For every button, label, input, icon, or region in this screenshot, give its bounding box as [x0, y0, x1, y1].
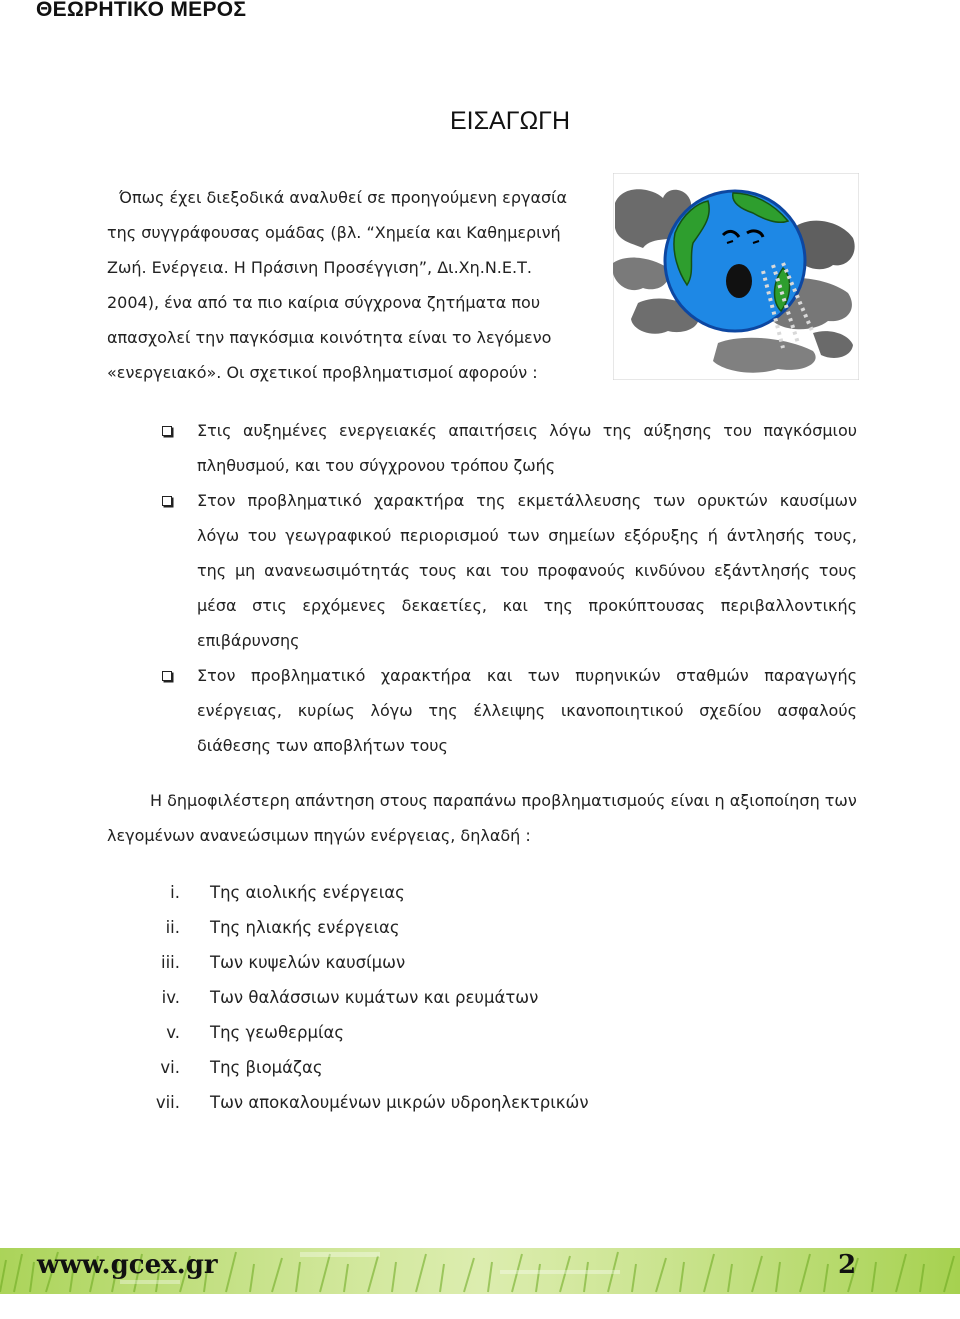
bullet-line: λόγω του γεωγραφικού περιορισμού των σημείων εξόρυξης ή άντλησής τους, — [197, 526, 857, 545]
renewable-sources-list — [140, 875, 589, 1120]
section-header: ΘΕΩΡΗΤΙΚΟ ΜΕΡΟΣ — [36, 0, 247, 21]
bullet-line: μέσα στις ερχόμενες δεκαετίες, και της προκύπτουσας περιβαλλοντικής — [197, 596, 857, 615]
bullet-line: της μη ανανεωσιμότητάς τους και του προφανούς κινδύνου εξάντλησής τους — [197, 561, 857, 580]
list-item — [162, 658, 857, 763]
intro-line: Όπως έχει διεξοδικά αναλυθεί σε προηγούμενη εργασία — [119, 188, 568, 207]
list-text: Της γεωθερμίας — [210, 1023, 345, 1042]
list-number: v. — [166, 1023, 180, 1042]
list-number: vi. — [160, 1058, 180, 1077]
paragraph-line: Η δημοφιλέστερη απάντηση στους παραπάνω προβληματισμούς είναι η αξιοποίηση των — [150, 791, 857, 810]
list-item — [140, 1015, 589, 1050]
intro-line: απασχολεί την παγκόσμια κοινότητα είναι το λεγόμενο — [107, 328, 552, 347]
list-item — [162, 413, 857, 483]
checkbox-bullet-icon — [162, 496, 172, 506]
checkbox-bullet-icon — [162, 426, 172, 436]
list-number: ii. — [165, 918, 180, 937]
list-number: iii. — [161, 953, 180, 972]
bullet-line: Στον προβληματικό χαρακτήρα της εκμετάλλευσης των ορυκτών καυσίμων — [197, 491, 857, 510]
list-number: iv. — [161, 988, 180, 1007]
checkbox-bullet-icon — [162, 671, 172, 681]
intro-line: «ενεργειακό». Οι σχετικοί προβληματισμοί αφορούν : — [107, 363, 538, 382]
footer-website-link[interactable]: www.gcex.gr — [37, 1250, 218, 1280]
list-item — [140, 1085, 589, 1120]
paragraph-line: λεγομένων ανανεώσιμων πηγών ενέργειας, δηλαδή : — [107, 826, 531, 845]
list-item — [140, 910, 589, 945]
concerns-list — [162, 413, 857, 763]
crying-earth-globe-icon — [613, 173, 859, 380]
list-item — [140, 945, 589, 980]
list-text: Της αιολικής ενέργειας — [210, 883, 405, 902]
bullet-line: επιβάρυνσης — [197, 631, 300, 650]
list-number: i. — [170, 883, 180, 902]
intro-line: 2004), ένα από τα πιο καίρια σύγχρονα ζητήματα που — [107, 293, 541, 312]
bullet-line: πληθυσμού, και του σύγχρονου τρόπου ζωής — [197, 456, 556, 475]
list-item — [140, 1050, 589, 1085]
intro-paragraph — [107, 180, 597, 390]
bullet-line: Στον προβληματικό χαρακτήρα και των πυρηνικών σταθμών παραγωγής — [197, 666, 857, 685]
bullet-line: διάθεσης των αποβλήτων τους — [197, 736, 448, 755]
intro-line: της συγγράφουσας ομάδας (βλ. “Χημεία και Καθημερινή — [107, 223, 561, 242]
list-text: Των θαλάσσιων κυμάτων και ρευμάτων — [210, 988, 539, 1007]
list-item — [140, 980, 589, 1015]
answer-paragraph — [107, 783, 857, 853]
bullet-line: ενέργειας, κυρίως λόγω της έλλειψης ικανοποιητικού σχεδίου ασφαλούς — [197, 701, 857, 720]
list-text: Των αποκαλουμένων μικρών υδροηλεκτρικών — [210, 1093, 589, 1112]
list-item — [162, 483, 857, 658]
bullet-line: Στις αυξημένες ενεργειακές απαιτήσεις λόγω της αύξησης του παγκόσμιου — [197, 421, 857, 440]
page-title: ΕΙΣΑΓΩΓΗ — [449, 107, 571, 135]
list-number: vii. — [155, 1093, 180, 1112]
list-text: Της ηλιακής ενέργειας — [210, 918, 400, 937]
page-number: 2 — [838, 1250, 857, 1280]
list-text: Της βιομάζας — [210, 1058, 323, 1077]
list-text: Των κυψελών καυσίμων — [210, 953, 406, 972]
intro-line: Ζωή. Ενέργεια. Η Πράσινη Προσέγγιση”, Δι.Χη.Ν.Ε.Τ. — [107, 258, 532, 277]
list-item — [140, 875, 589, 910]
